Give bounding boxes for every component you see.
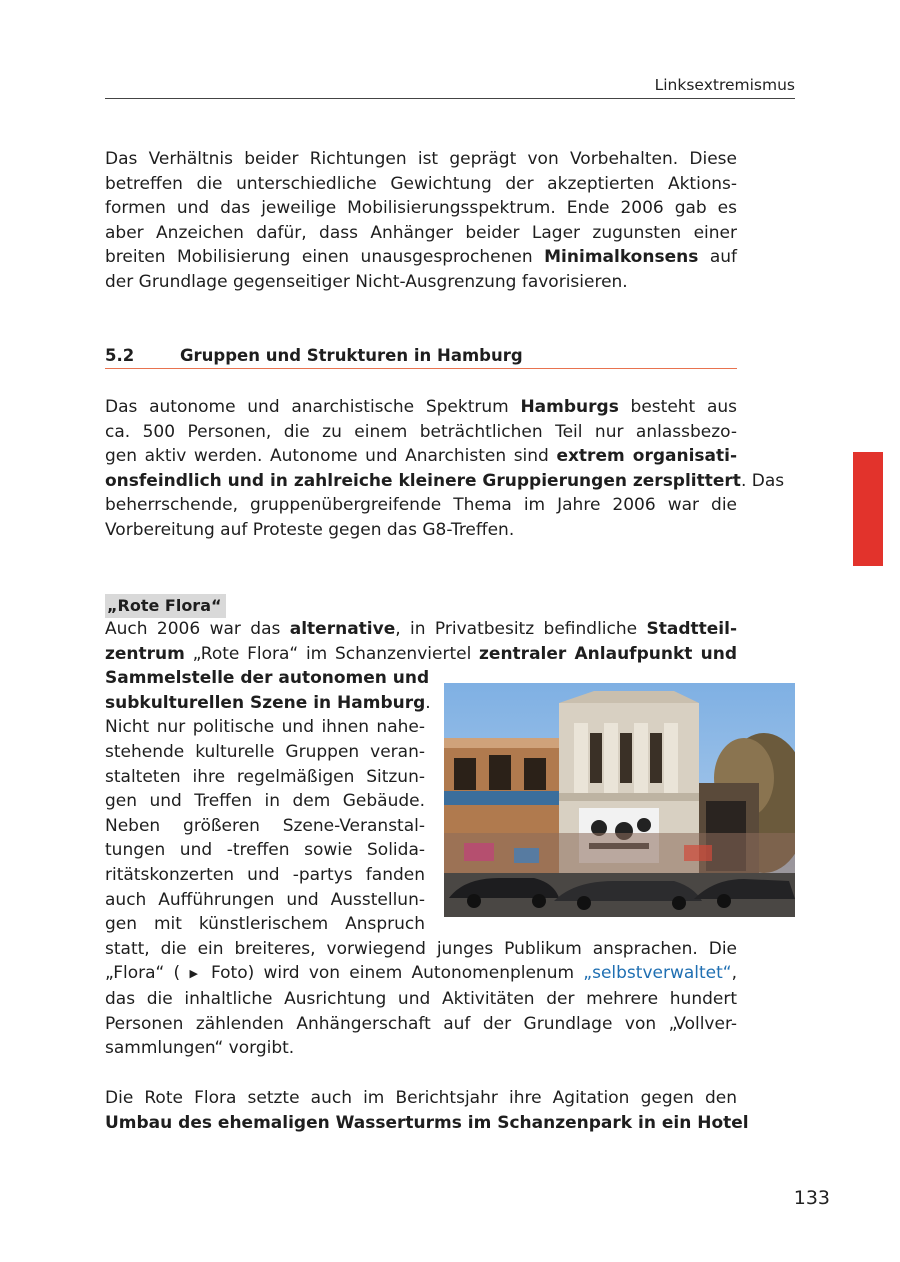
text-line: ca. 500 Personen, die zu einem beträchtlichen Teil nur anlassbezo-: [105, 421, 737, 442]
section-heading: [105, 346, 737, 369]
text-line: der Grundlage gegenseitiger Nicht-Ausgrenzung favorisieren.: [105, 271, 628, 292]
bold-term: zentrum: [105, 643, 185, 664]
text-line: stehende kulturelle Gruppen veran-: [105, 741, 425, 762]
bold-term: Hamburgs: [520, 397, 619, 417]
text-line: Die Rote Flora setzte auch im Berichtsjahr ihre Agitation gegen den: [105, 1088, 737, 1108]
page-number: 133: [793, 1187, 830, 1209]
text-line: statt, die ein breiteres, vorwiegend junges Publikum ansprachen. Die: [105, 938, 737, 959]
text-line: betreffen die unterschiedliche Gewichtung der akzeptierten Aktions-: [105, 173, 737, 194]
header-rule: [105, 98, 795, 99]
text-line: gen aktiv werden. Autonome und Anarchisten sind extrem organisati-: [105, 446, 738, 467]
text-line: sammlungen“ vorgibt.: [105, 1038, 295, 1059]
rote-flora-photo: [444, 683, 795, 917]
running-head: Linksextremismus: [654, 76, 795, 94]
section-number: 5.2: [105, 346, 135, 365]
paragraph-hamburg-groups: [105, 395, 785, 543]
text-line: Das Verhältnis beider Richtungen ist geprägt von Vorbehalten. Diese: [105, 149, 737, 169]
text-line: stalteten ihre regelmäßigen Sitzun-: [105, 766, 425, 787]
text-line: gen mit künstlerischem Anspruch: [105, 914, 425, 935]
bold-term: Minimalkonsens: [544, 247, 699, 268]
text-line: breiten Mobilisierung einen unausgesprochenen Minimalkonsens auf: [105, 247, 738, 268]
paragraph-wasserturm: [105, 1086, 749, 1135]
text-line: formen und das jeweilige Mobilisierungsspektrum. Ende 2006 gab es: [105, 198, 737, 219]
text-line: Neben größeren Szene-Veranstal-: [105, 815, 425, 836]
text-line: Personen zählenden Anhängerschaft auf der Grundlage von „Vollver-: [105, 1013, 737, 1034]
text-line: subkulturellen Szene in Hamburg.: [105, 692, 431, 713]
text-line: Das autonome und anarchistische Spektrum Hamburgs besteht aus: [105, 397, 737, 417]
bold-term: Sammelstelle der autonomen und: [105, 668, 430, 689]
bold-term: Umbau des ehemaligen Wasserturms im Schanzenpark in ein Hotel: [105, 1112, 749, 1133]
bold-term: zentraler Anlaufpunkt und: [479, 643, 738, 664]
text-line: aber Anzeichen dafür, dass Anhänger beider Lager zugunsten einer: [105, 222, 737, 243]
text-line: tungen und -treffen sowie Solida-: [105, 840, 425, 861]
text-line: auch Aufführungen und Ausstellun-: [105, 889, 425, 910]
text-line: „Flora“ ( ▶ Foto) wird von einem Autonomenplenum „selbstverwaltet“,: [105, 963, 738, 984]
bold-term: subkulturellen Szene in Hamburg: [105, 692, 426, 713]
text-line: zentrum „Rote Flora“ im Schanzenviertel zentraler Anlaufpunkt und: [105, 643, 738, 664]
section-title: Gruppen und Strukturen in Hamburg: [180, 346, 523, 365]
subheading-rote-flora: „Rote Flora“: [105, 594, 226, 618]
arrow-right-icon: ▶: [189, 967, 202, 981]
selbstverwaltet-link[interactable]: „selbstverwaltet“: [583, 963, 732, 984]
bold-term: alternative: [289, 619, 396, 639]
bold-term: extrem organisati-: [556, 446, 738, 467]
chapter-tab-marker: [853, 452, 883, 566]
bold-term: Stadtteil-: [646, 619, 738, 639]
text-line: [105, 666, 430, 691]
paragraph-relationship: [105, 147, 737, 295]
text-line: onsfeindlich und in zahlreiche kleinere Gruppierungen zersplittert. Das: [105, 470, 785, 491]
text-line: ritätskonzerten und -partys fanden: [105, 864, 425, 885]
text-line: beherrschende, gruppenübergreifende Thema im Jahre 2006 war die: [105, 495, 737, 516]
bold-term: onsfeindlich und in zahlreiche kleinere Gruppierungen zersplittert: [105, 470, 741, 491]
text-line: das die inhaltliche Ausrichtung und Aktivitäten der mehrere hundert: [105, 988, 737, 1009]
text-line: Auch 2006 war das alternative, in Privatbesitz befindliche Stadtteil-: [105, 619, 738, 639]
text-line: gen und Treffen in dem Gebäude.: [105, 791, 425, 812]
text-line: Nicht nur politische und ihnen nahe-: [105, 717, 425, 738]
text-line: [105, 1111, 749, 1136]
text-line: Vorbereitung auf Proteste gegen das G8-Treffen.: [105, 519, 515, 540]
